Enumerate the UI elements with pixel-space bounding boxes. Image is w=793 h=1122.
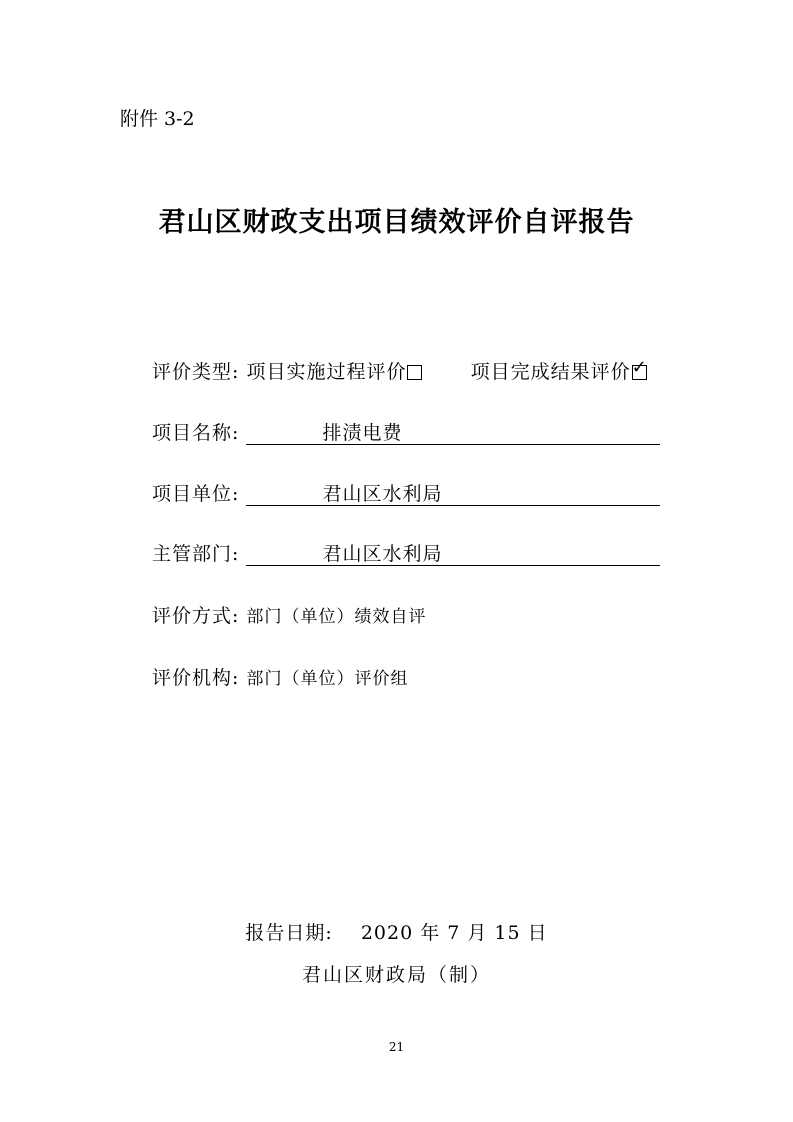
eval-type-row — [152, 357, 647, 384]
eval-type-label: 评价类型: — [152, 361, 240, 383]
issuer: 君山区财政局（制） — [301, 964, 491, 986]
project-name-value: 排渍电费 — [322, 422, 403, 444]
option-result-label: 项目完成结果评价 — [470, 361, 631, 383]
org-row — [152, 663, 408, 690]
page-number: 21 — [388, 1040, 405, 1054]
option-process-label: 项目实施过程评价 — [246, 361, 407, 383]
project-name-label: 项目名称: — [152, 422, 240, 444]
report-date-label: 报告日期: — [245, 922, 333, 944]
attachment-label: 附件 3-2 — [120, 108, 195, 130]
method-row — [152, 601, 426, 628]
dept-value: 君山区水利局 — [322, 543, 443, 565]
report-date-row — [0, 918, 793, 945]
project-unit-value: 君山区水利局 — [322, 483, 443, 505]
result-checkbox[interactable] — [632, 365, 647, 380]
project-name-row — [152, 418, 660, 445]
org-value: 部门（单位）评价组 — [246, 669, 409, 689]
method-value: 部门（单位）绩效自评 — [246, 607, 427, 627]
dept-label: 主管部门: — [152, 543, 240, 565]
dept-row — [152, 539, 660, 566]
project-unit-field — [246, 479, 660, 506]
org-label: 评价机构: — [152, 667, 240, 689]
project-unit-row — [152, 479, 660, 506]
project-unit-label: 项目单位: — [152, 483, 240, 505]
project-name-field — [246, 418, 660, 445]
dept-field — [246, 539, 660, 566]
report-date-value: 2020 年 7 月 15 日 — [360, 922, 548, 944]
method-label: 评价方式: — [152, 605, 240, 627]
process-checkbox[interactable] — [407, 365, 422, 380]
report-title: 君山区财政支出项目绩效评价自评报告 — [158, 207, 635, 238]
